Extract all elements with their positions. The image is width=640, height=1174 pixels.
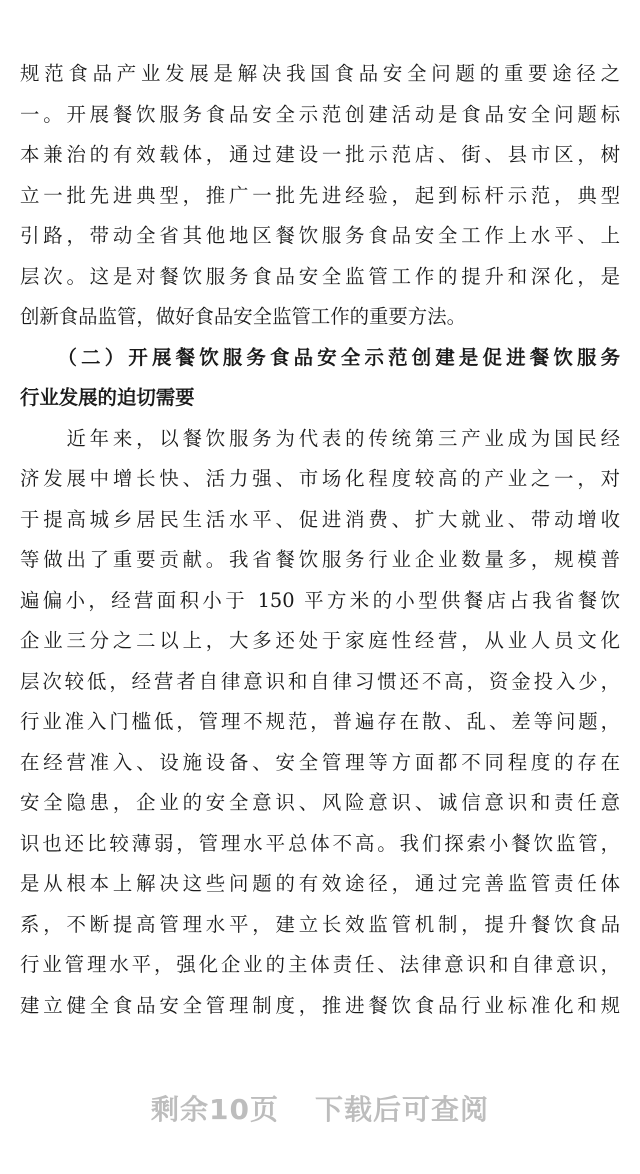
document-text-line: 识也还比较薄弱，管理水平总体不高。我们探索小餐饮监管， [20, 831, 620, 855]
document-text-line: 立一批先进典型，推广一批先进经验，起到标杆示范，典型 [20, 183, 620, 207]
document-text-line: 行业管理水平，强化企业的主体责任、法律意识和自律意识， [20, 953, 620, 976]
document-text-line: 近年来，以餐饮服务为代表的传统第三产业成为国民经 [20, 426, 620, 450]
document-text-line: 行业发展的迫切需要 [20, 386, 195, 409]
document-text-line: 规范食品产业发展是解决我国食品安全问题的重要途径之 [20, 62, 620, 85]
document-text-line: 层次较低，经营者自律意识和自律习惯还不高，资金投入少， [20, 669, 620, 693]
document-text-line: （二）开展餐饮服务食品安全示范创建是促进餐饮服务 [20, 345, 620, 369]
document-text-line: 于提高城乡居民生活水平、促进消费、扩大就业、带动增收 [20, 507, 620, 531]
download-prompt-banner[interactable] [0, 1085, 640, 1135]
document-text-line: 一。开展餐饮服务食品安全示范创建活动是食品安全问题标 [20, 102, 620, 126]
document-text-line: 等做出了重要贡献。我省餐饮服务行业企业数量多，规模普 [20, 548, 620, 571]
document-text-line: 系，不断提高管理水平，建立长效监管机制，提升餐饮食品 [20, 912, 620, 936]
document-text-line: 在经营准入、设施设备、安全管理等方面都不同程度的存在 [20, 750, 620, 774]
document-text-line: 是从根本上解决这些问题的有效途径，通过完善监管责任体 [20, 872, 620, 895]
document-text-line: 企业三分之二以上，大多还处于家庭性经营，从业人员文化 [20, 629, 620, 652]
document-text-line: 层次。这是对餐饮服务食品安全监管工作的提升和深化，是 [20, 264, 620, 288]
document-text-line: 行业准入门槛低，管理不规范，普遍存在散、乱、差等问题， [20, 710, 620, 733]
document-text-line: 引路，带动全省其他地区餐饮服务食品安全工作上水平、上 [20, 224, 620, 247]
document-text-line: 遍偏小，经营面积小于 150 平方米的小型供餐店占我省餐饮 [20, 588, 620, 612]
document-text-line: 本兼治的有效载体，通过建设一批示范店、街、县市区，树 [20, 143, 620, 166]
document-text-line: 创新食品监管，做好食品安全监管工作的重要方法。 [20, 305, 466, 328]
document-text-line: 济发展中增长快、活力强、市场化程度较高的产业之一，对 [20, 467, 620, 490]
document-text-line: 建立健全食品安全管理制度，推进餐饮食品行业标准化和规 [20, 993, 620, 1017]
document-text-line: 安全隐患，企业的安全意识、风险意识、诚信意识和责任意 [20, 791, 620, 814]
remaining-pages-label: 剩余10页 [151, 1093, 279, 1126]
download-to-view-label: 下载后可查阅 [314, 1093, 489, 1126]
